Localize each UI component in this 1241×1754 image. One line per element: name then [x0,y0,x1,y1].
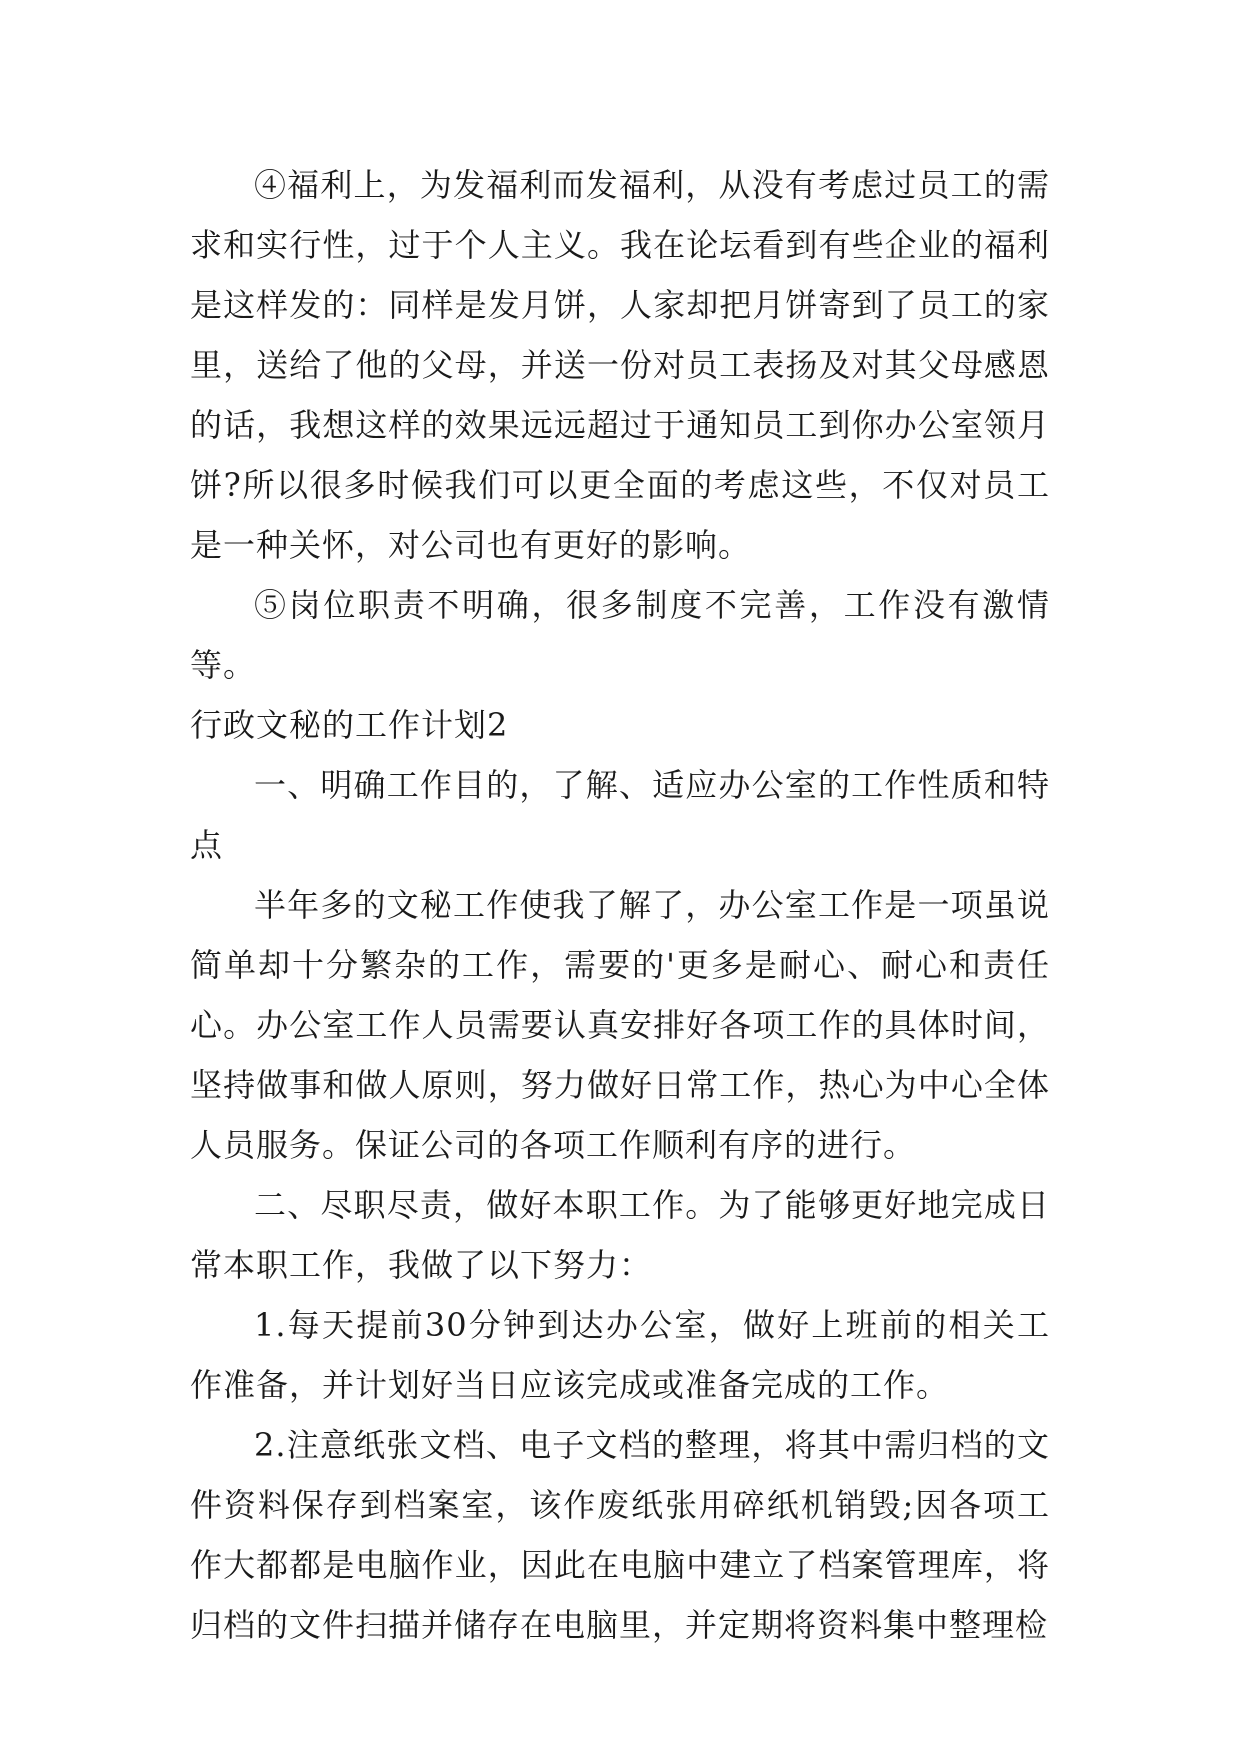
paragraph-point-one: 一、明确工作目的，了解、适应办公室的工作性质和特点 [190,766,1050,864]
paragraph-point-two: 二、尽职尽责，做好本职工作。为了能够更好地完成日常本职工作，我做了以下努力： [190,1186,1050,1284]
paragraph-experience: 半年多的文秘工作使我了解了，办公室工作是一项虽说简单却十分繁杂的工作，需要的'更多是耐心、耐心和责任心。办公室工作人员需要认真安排好各项工作的具体时间，坚持做事和做人原则，努力做好日常工作，热心为中心全体人员服务。保证公司的各项工作顺利有序的进行。 [190,886,1050,1164]
list-item-1: 1.每天提前30分钟到达办公室，做好上班前的相关工作准备，并计划好当日应该完成或准备完成的工作。 [190,1306,1050,1404]
paragraph-welfare: ④福利上，为发福利而发福利，从没有考虑过员工的需求和实行性，过于个人主义。我在论坛看到有些企业的福利是这样发的：同样是发月饼，人家却把月饼寄到了员工的家里，送给了他的父母，并送一份对员工表扬及对其父母感恩的话，我想这样的效果远远超过于通知员工到你办公室领月饼?所以很多时候我们可以更全面的考虑这些，不仅对员工是一种关怀，对公司也有更好的影响。 [190,166,1050,564]
document-body [190,155,1050,1655]
paragraph-job-duties: ⑤岗位职责不明确，很多制度不完善，工作没有激情等。 [190,586,1050,684]
section-heading: 行政文秘的工作计划2 [190,706,509,744]
list-item-2: 2.注意纸张文档、电子文档的整理，将其中需归档的文件资料保存到档案室，该作废纸张用碎纸机销毁;因各项工作大都都是电脑作业，因此在电脑中建立了档案管理库，将归档的文件扫描并储存在电脑里，并定期将资料集中整理检 [190,1426,1050,1644]
